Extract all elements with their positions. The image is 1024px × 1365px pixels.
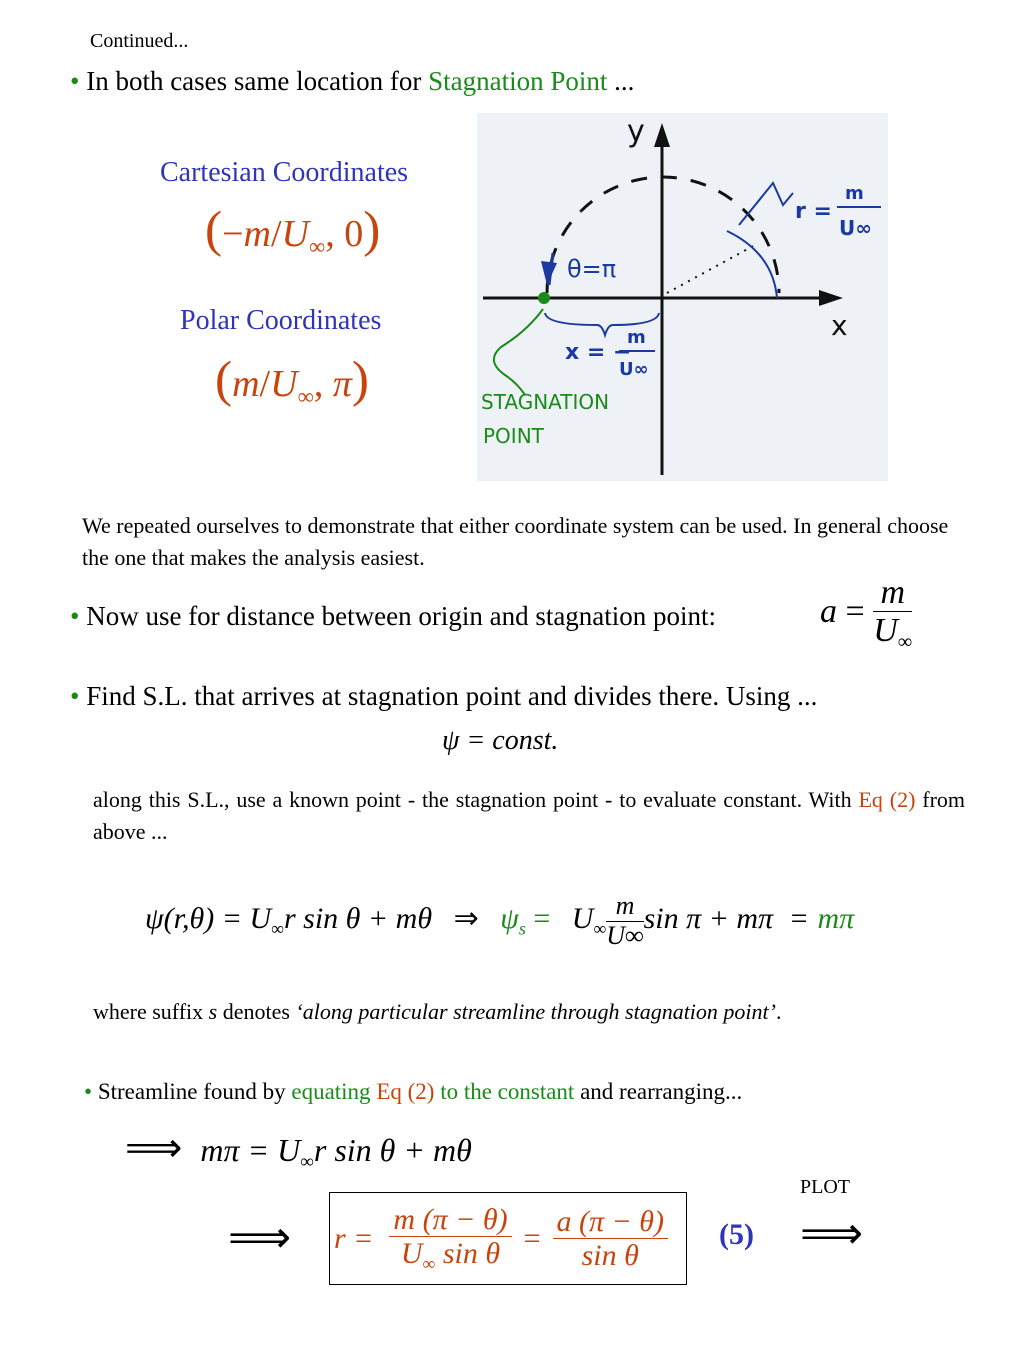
x-axis-label: x	[831, 309, 848, 342]
open-paren: (	[215, 351, 233, 408]
r-numerator: m	[845, 183, 864, 204]
suffix-text1: where suffix	[93, 999, 209, 1024]
implies-arrow-eq5: ⟹	[228, 1212, 292, 1263]
psi-const-equation	[442, 725, 558, 757]
implies-arrow: ⇒	[453, 900, 479, 936]
coordinate-note: We repeated ourselves to demonstrate that either coordinate system can be used. In general choose the one that makes the analysis easiest.	[82, 513, 949, 570]
inf-subscript: ∞	[309, 233, 326, 259]
x-numerator: m	[627, 327, 646, 348]
suffix-text2: denotes	[217, 999, 296, 1024]
sin-theta: sin θ	[435, 1236, 501, 1270]
bullet2-text: Now use for distance between origin and stagnation point:	[86, 601, 717, 631]
stagnation-text-line1: STAGNATION	[481, 390, 610, 414]
bullet1-tail: ...	[607, 66, 635, 96]
b4-text2: and rearranging...	[574, 1079, 743, 1104]
eq4-rest: r sin θ + mθ	[313, 1132, 472, 1168]
rearranged-equation	[125, 1125, 472, 1174]
bullet-dot: •	[70, 601, 80, 631]
rest2: sin π + mπ	[643, 901, 774, 935]
slash: /	[270, 213, 282, 255]
open-paren: (	[205, 201, 223, 258]
equals: =	[523, 1221, 541, 1255]
b4-eq2-reference: Eq (2)	[376, 1079, 435, 1104]
equals: =	[837, 592, 874, 630]
stagnation-text-line2: POINT	[483, 424, 544, 448]
bullet-stagnation-location	[70, 66, 634, 97]
stagnation-leader	[494, 309, 543, 395]
inf-subscript: ∞	[422, 1253, 436, 1274]
psi-symbol: ψ	[500, 901, 519, 935]
eq2-reference: Eq (2)	[858, 787, 916, 812]
comma-zero: , 0	[325, 213, 364, 255]
cartesian-coordinates-equation	[205, 200, 380, 260]
equals: =	[525, 901, 551, 935]
m-symbol: m	[243, 213, 271, 255]
bullet-distance	[70, 601, 716, 632]
fraction-denominator: U∞	[606, 920, 644, 950]
minus-sign: −	[222, 213, 244, 255]
close-paren: )	[363, 201, 381, 258]
r-label: r =	[795, 199, 832, 224]
bullet-find-streamline	[70, 681, 817, 712]
comma: ,	[313, 363, 333, 405]
cartesian-title: Cartesian Coordinates	[160, 157, 409, 188]
r-denominator: U∞	[839, 216, 872, 240]
continued-label: Continued...	[90, 30, 189, 52]
inf-subscript: ∞	[300, 1151, 314, 1173]
psi-args: (r,θ)	[163, 901, 215, 935]
along-text1: along this S.L., use a known point - the stagnation point - to evaluate constant. With	[93, 787, 859, 812]
u-symbol: U	[281, 213, 309, 255]
stream-function-evaluation	[145, 892, 854, 950]
r-equals: r =	[334, 1221, 374, 1255]
m-over-u-fraction	[606, 892, 643, 950]
psi-symbol: ψ	[442, 725, 460, 756]
fraction-denominator	[873, 612, 912, 654]
implies-arrow: ⟹	[125, 1125, 183, 1171]
fraction-numerator: m	[606, 892, 643, 922]
x-equation-label: x = −	[565, 340, 632, 365]
y-axis-label: y	[627, 114, 645, 149]
b4-equating: equating	[291, 1079, 377, 1104]
eq4-text: mπ = U	[200, 1132, 301, 1168]
implies-arrow-plot: ⟹	[800, 1208, 864, 1259]
close-paren: )	[351, 351, 369, 408]
theta-label: θ=π	[567, 255, 617, 283]
fraction-2	[553, 1205, 669, 1272]
b4-to-constant: to the constant	[434, 1079, 575, 1104]
rest1: r sin θ + mθ	[283, 901, 433, 935]
m-symbol: m	[232, 363, 260, 405]
s-subscript: s	[518, 918, 526, 939]
psi-s-symbol	[500, 901, 551, 939]
suffix-text3: .	[775, 999, 782, 1024]
inf-subscript: ∞	[271, 918, 284, 939]
u-symbol: U	[270, 363, 298, 405]
x-axis-arrow	[819, 290, 843, 306]
stagnation-point-highlight: Stagnation Point	[428, 66, 608, 96]
plot-label: PLOT	[800, 1176, 850, 1198]
polar-title: Polar Coordinates	[180, 305, 382, 336]
equals: =	[790, 901, 808, 935]
r-pointer	[739, 183, 793, 225]
u-symbol: U	[873, 612, 898, 650]
bullet3-text: Find S.L. that arrives at stagnation point and divides there. Using ...	[86, 681, 818, 711]
fraction-2-numerator: a (π − θ)	[553, 1205, 669, 1239]
psi-symbol: ψ	[145, 901, 164, 935]
polar-coordinates-equation	[215, 350, 369, 410]
fraction-numerator: m	[873, 574, 912, 612]
slash: /	[259, 363, 271, 405]
suffix-quote: ‘along particular streamline through stagnation point’	[295, 999, 776, 1024]
fraction-1-numerator: m (π − θ)	[389, 1203, 511, 1237]
s-symbol: s	[208, 999, 218, 1024]
stagnation-point-dot	[538, 292, 550, 304]
fraction-1	[389, 1203, 511, 1274]
b4-text1: Streamline found by	[97, 1079, 292, 1104]
bullet-dot: •	[70, 681, 80, 711]
radius-dotted-line	[667, 245, 755, 293]
a-definition-equation	[820, 574, 912, 654]
sketch-svg	[477, 113, 888, 481]
inf-subscript: ∞	[593, 918, 607, 939]
m-over-u-fraction	[873, 574, 912, 654]
const-text: = const.	[459, 725, 559, 756]
angle-arc	[727, 231, 777, 298]
inf-subscript: ∞	[897, 631, 913, 654]
y-axis-arrow	[654, 123, 670, 147]
along-paragraph	[93, 784, 965, 848]
bullet1-text: In both cases same location for	[86, 66, 429, 96]
fraction-1-denominator	[389, 1237, 511, 1274]
boxed-streamline-equation	[329, 1192, 687, 1285]
u-symbol: U	[571, 901, 594, 935]
bullet-dot: •	[84, 1079, 93, 1104]
suffix-note	[93, 999, 781, 1025]
bullet-dot: •	[70, 66, 80, 96]
result-m-pi: mπ	[817, 901, 855, 935]
x-denominator: U∞	[619, 359, 649, 380]
pi-symbol: π	[332, 363, 352, 405]
eq1: = U	[214, 901, 272, 935]
inf-subscript: ∞	[297, 383, 314, 409]
stagnation-sketch	[477, 113, 888, 481]
a-symbol: a	[820, 592, 837, 630]
u-symbol: U	[400, 1236, 423, 1270]
equation-5-label: (5)	[719, 1218, 754, 1251]
along-text2: from above ...	[93, 787, 966, 844]
bullet-streamline-found	[84, 1079, 742, 1105]
fraction-2-denominator: sin θ	[581, 1239, 639, 1272]
